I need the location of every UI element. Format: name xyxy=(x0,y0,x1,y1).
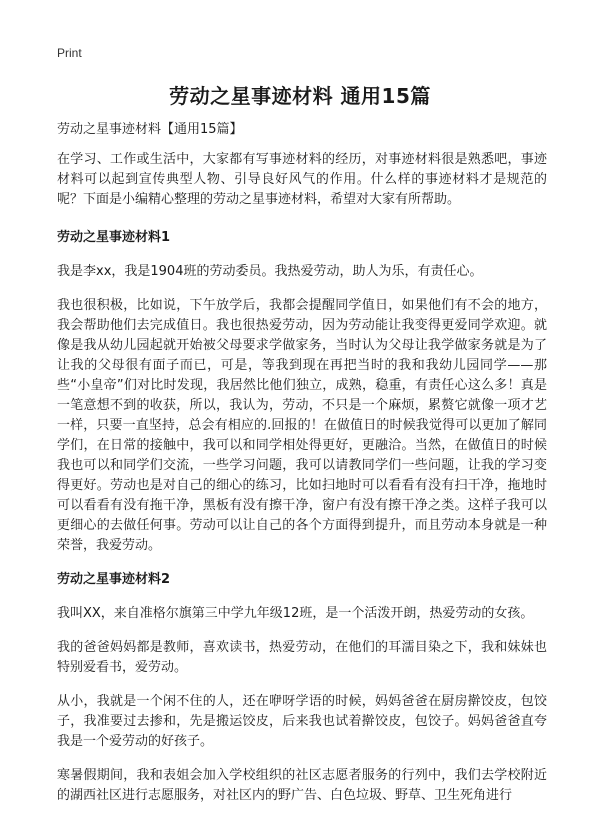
print-link[interactable]: Print xyxy=(57,46,82,60)
section-2-paragraph-4: 寒暑假期间，我和表姐会加入学校组织的社区志愿者服务的行列中，我们去学校附近的湖西社区进行志愿服务，对社区内的野广告、白色垃圾、野草、卫生死角进行 xyxy=(57,768,547,803)
page-title: 劳动之星事迹材料 通用15篇 xyxy=(169,84,431,108)
section-1-paragraph-2: 我也很积极，比如说，下午放学后，我都会提醒同学值日，如果他们有不会的地方，我会帮助他们去完成值日。我也很热爱劳动，因为劳动能让我变得更爱同学欢迎。就像是我从幼儿园起就开始被父母要求学做家务，当时认为父母让我学做家务就是为了让我的父母很有面子而已，可是，等我到现在再把当时的我和我幼儿园同学——那些“小皇帝”们对比时发现，我居然比他们独立，成熟，稳重，有责任心这么多！真是一笔意想不到的收获，所以，我认为，劳动，不只是一个麻烦，累赘它就像一项才艺一样，只要一直坚持，总会有相应的.回报的！在做值日的时候我觉得可以更加了解同学们，在日常的接触中，我可以和同学相处得更好，更融洽。当然，在做值日的时候我也可以和同学们交流，一些学习问题，我可以请教同学们一些问题，让我的学习变得更好。劳动也是对自己的细心的练习，比如扫地时可以看看有没有扫干净，拖地时可以看看有没有拖干净，黑板有没有擦干净，窗户有没有擦干净之类。这样子我可以更细心的去做任何事。劳动可以让自己的各个方面得到提升，而且劳动本身就是一种荣誉，我爱劳动。 xyxy=(57,298,547,553)
article-subtitle: 劳动之星事迹材料【通用15篇】 xyxy=(57,122,243,137)
section-2-paragraph-1: 我叫XX，来自准格尔旗第三中学九年级12班，是一个活泼开朗，热爱劳动的女孩。 xyxy=(57,606,534,621)
article-body xyxy=(57,120,547,820)
section-heading-2: 劳动之星事迹材料2 xyxy=(57,572,171,587)
section-heading-1: 劳动之星事迹材料1 xyxy=(57,230,171,245)
section-1-paragraph-1: 我是李xx，我是1904班的劳动委员。我热爱劳动，助人为乐，有责任心。 xyxy=(57,264,483,279)
section-2-paragraph-2: 我的爸爸妈妈都是教师，喜欢读书，热爱劳动，在他们的耳濡目染之下，我和妹妹也特别爱看书，爱劳动。 xyxy=(57,640,547,675)
intro-paragraph: 在学习、工作或生活中，大家都有写事迹材料的经历，对事迹材料很是熟悉吧，事迹材料可以起到宣传典型人物、引导良好风气的作用。什么样的事迹材料才是规范的呢？下面是小编精心整理的劳动之星事迹材料，希望对大家有所帮助。 xyxy=(57,152,547,207)
section-2-paragraph-3: 从小，我就是一个闲不住的人，还在咿呀学语的时候，妈妈爸爸在厨房擀饺皮，包饺子，我准要过去掺和，先是搬运饺皮，后来我也试着擀饺皮，包饺子。妈妈爸爸直夸我是一个爱劳动的好孩子。 xyxy=(57,694,547,749)
